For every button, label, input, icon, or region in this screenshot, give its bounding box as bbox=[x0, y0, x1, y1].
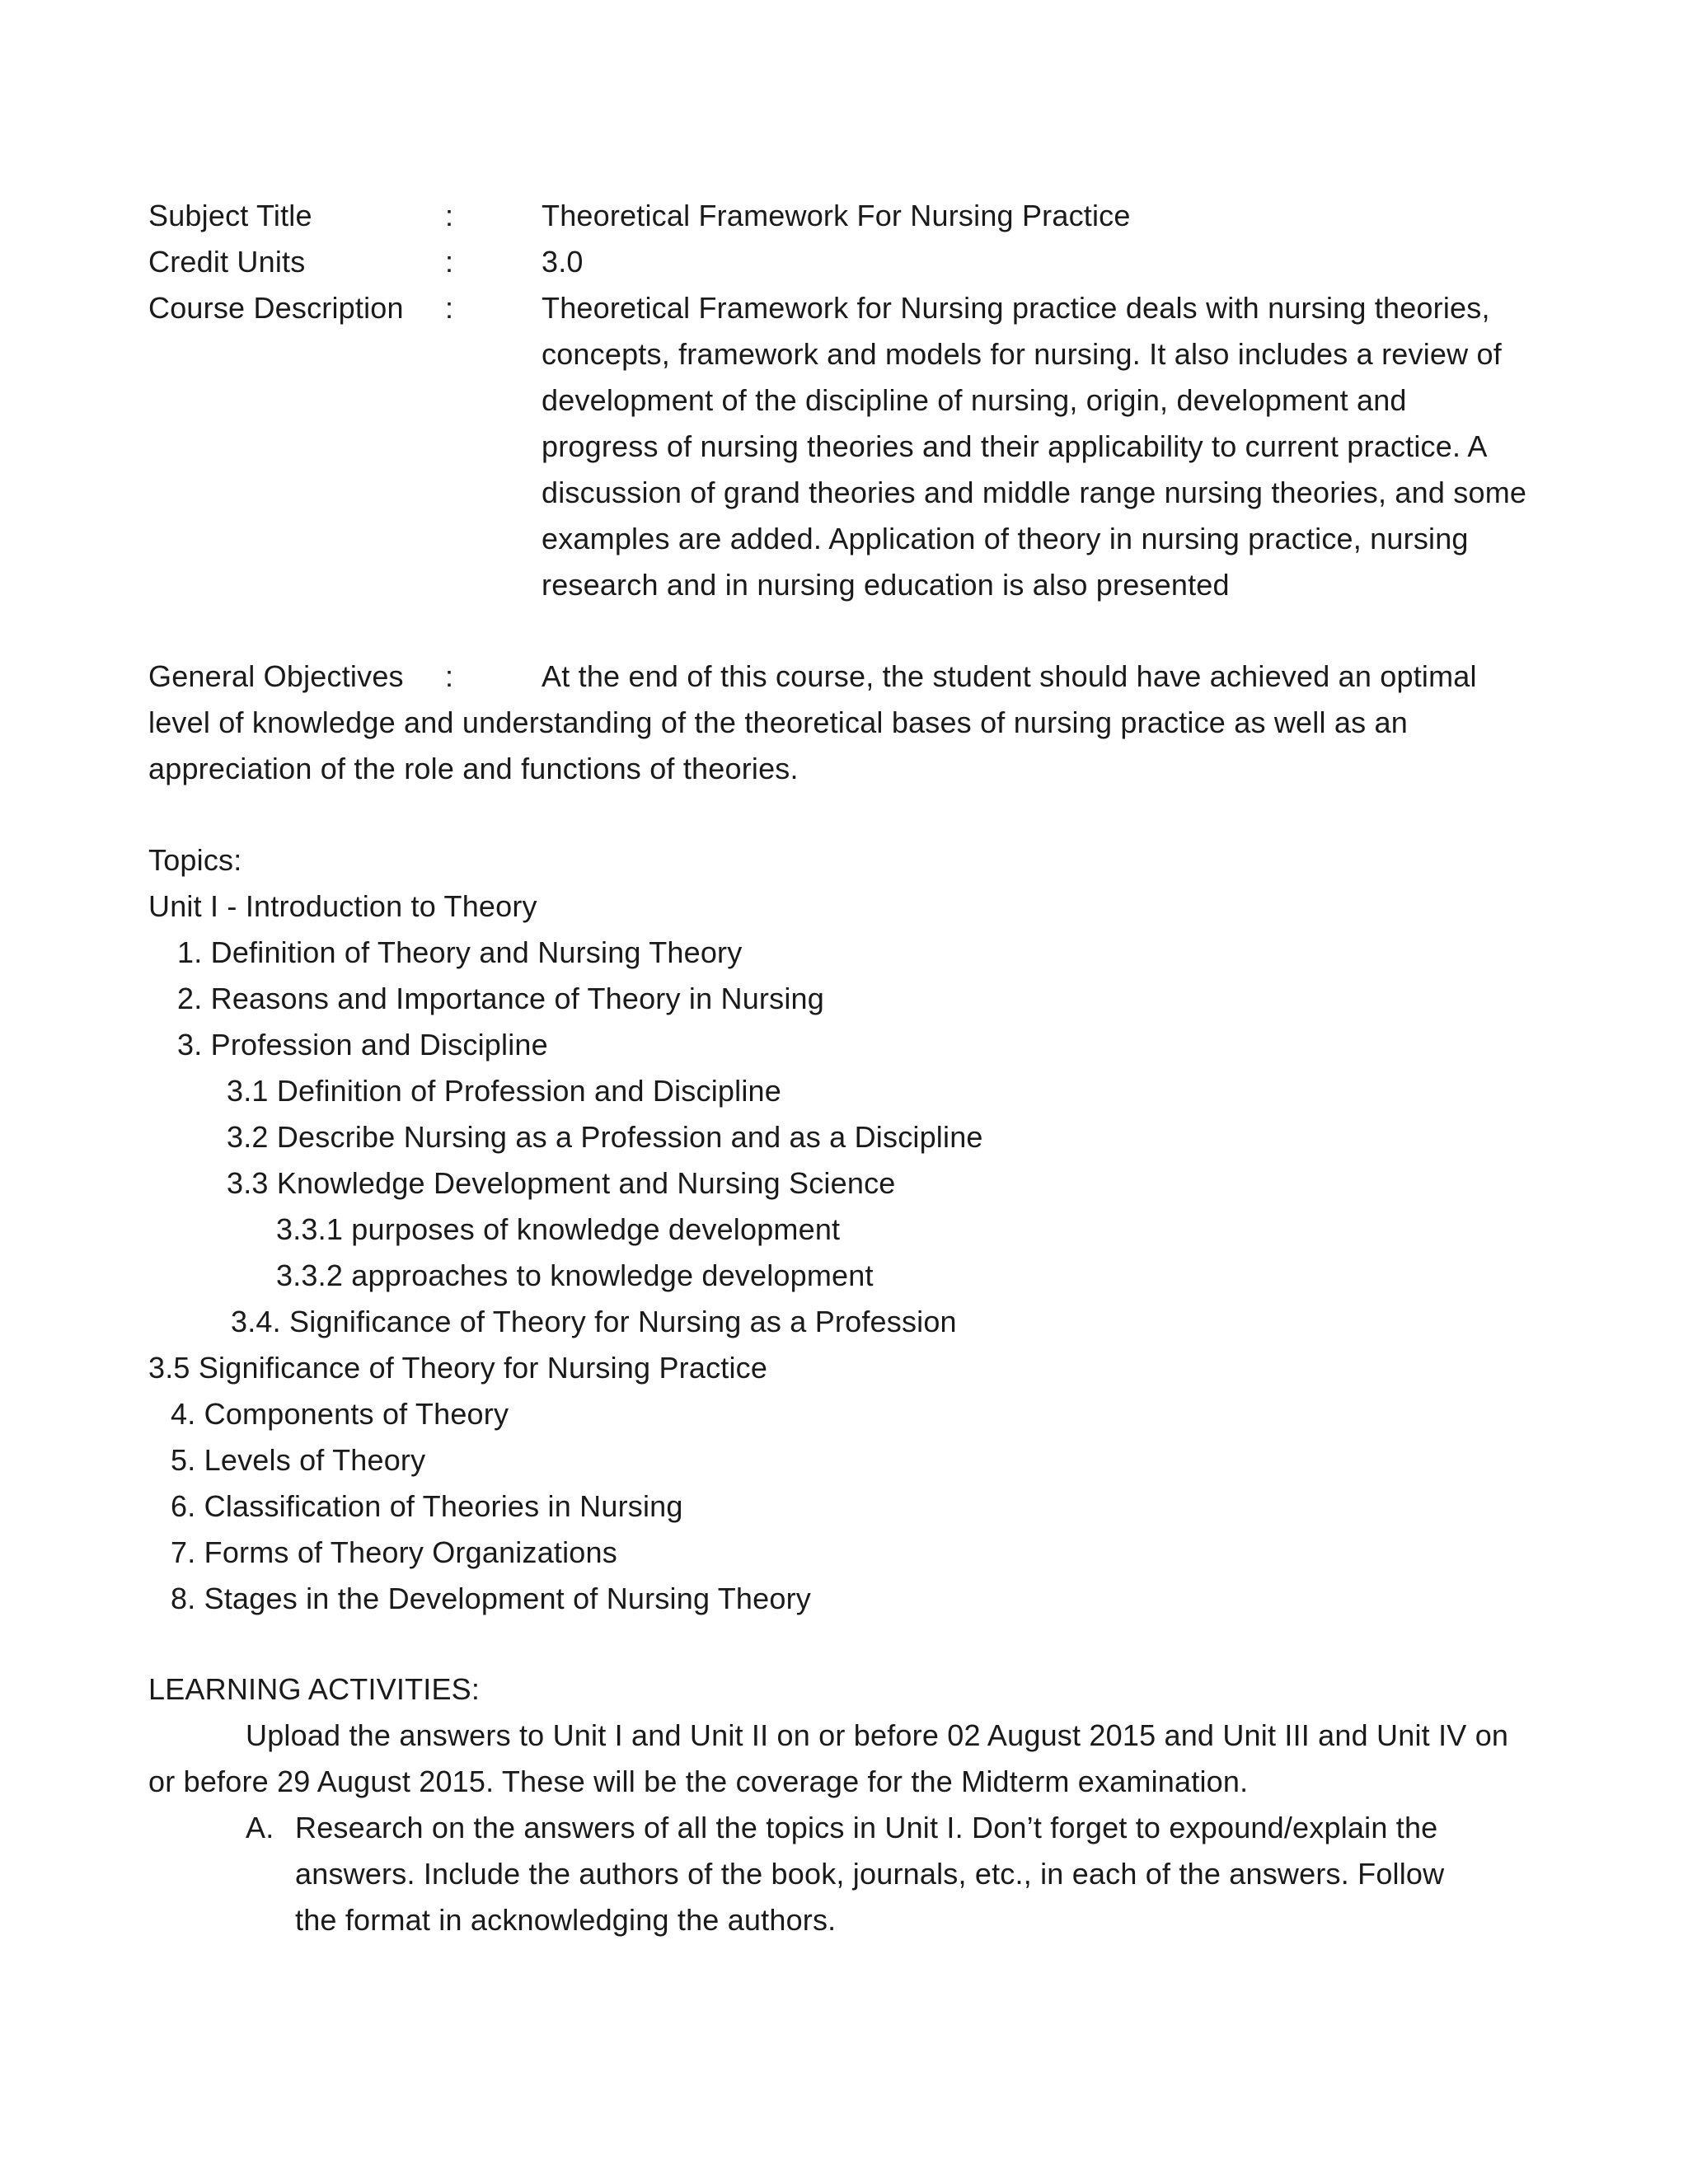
credit-units-value: 3.0 bbox=[542, 245, 584, 279]
subject-title-label: Subject Title bbox=[148, 199, 312, 232]
general-objectives-label: General Objectives bbox=[148, 659, 404, 693]
general-objectives-colon: : bbox=[445, 659, 454, 693]
learning-paragraph-line: or before 29 August 2015. These will be the coverage for the Midterm examination. bbox=[148, 1765, 1249, 1798]
topic-item: 5. Levels of Theory bbox=[171, 1443, 426, 1477]
learning-activities-heading: LEARNING ACTIVITIES: bbox=[148, 1672, 481, 1706]
topic-item: 3. Profession and Discipline bbox=[177, 1028, 548, 1062]
course-description-label: Course Description bbox=[148, 291, 404, 325]
general-objectives-line: At the end of this course, the student should have achieved an optimal bbox=[542, 659, 1477, 693]
course-description-line: discussion of grand theories and middle range nursing theories, and some bbox=[542, 476, 1527, 509]
activity-item-a-line: the format in acknowledging the authors. bbox=[295, 1903, 837, 1937]
subject-title-colon: : bbox=[445, 199, 454, 232]
topic-item: 1. Definition of Theory and Nursing Theory bbox=[177, 935, 743, 969]
topic-item: 6. Classification of Theories in Nursing bbox=[171, 1489, 683, 1523]
learning-paragraph-line: Upload the answers to Unit I and Unit II on or before 02 August 2015 and Unit III and Unit IV on bbox=[246, 1718, 1509, 1752]
topic-subitem: 3.1 Definition of Profession and Discipline bbox=[227, 1074, 781, 1108]
general-objectives-line: level of knowledge and understanding of the theoretical bases of nursing practice as well as an bbox=[148, 705, 1408, 739]
credit-units-label: Credit Units bbox=[148, 245, 306, 279]
course-description-line: concepts, framework and models for nursing. It also includes a review of bbox=[542, 337, 1502, 371]
activity-item-a-marker: A. bbox=[246, 1811, 274, 1844]
topic-item: 8. Stages in the Development of Nursing Theory bbox=[171, 1582, 811, 1615]
topic-subitem: 3.5 Significance of Theory for Nursing Practice bbox=[148, 1351, 768, 1385]
course-description-line: development of the discipline of nursing, origin, development and bbox=[542, 383, 1407, 417]
course-description-line: research and in nursing education is also presented bbox=[542, 568, 1230, 602]
topics-heading: Topics: bbox=[148, 843, 242, 877]
unit-title: Unit I - Introduction to Theory bbox=[148, 889, 537, 923]
topic-subitem: 3.2 Describe Nursing as a Profession and as a Discipline bbox=[227, 1120, 983, 1154]
topic-subsubitem: 3.3.1 purposes of knowledge development bbox=[276, 1212, 841, 1246]
topic-subitem: 3.4. Significance of Theory for Nursing as a Profession bbox=[231, 1305, 957, 1338]
topic-item: 4. Components of Theory bbox=[171, 1397, 509, 1431]
course-description-colon: : bbox=[445, 291, 454, 325]
activity-item-a-line: Research on the answers of all the topics in Unit I. Don’t forget to expound/explain the bbox=[295, 1811, 1438, 1844]
topic-subsubitem: 3.3.2 approaches to knowledge development bbox=[276, 1258, 874, 1292]
general-objectives-line: appreciation of the role and functions of theories. bbox=[148, 752, 799, 785]
course-description-line: progress of nursing theories and their applicability to current practice. A bbox=[542, 429, 1488, 463]
topic-subitem: 3.3 Knowledge Development and Nursing Science bbox=[227, 1166, 896, 1200]
activity-item-a-line: answers. Include the authors of the book, journals, etc., in each of the answers. Follow bbox=[295, 1857, 1445, 1891]
topic-item: 7. Forms of Theory Organizations bbox=[171, 1535, 617, 1569]
credit-units-colon: : bbox=[445, 245, 454, 279]
course-description-line: Theoretical Framework for Nursing practice deals with nursing theories, bbox=[542, 291, 1490, 325]
topic-item: 2. Reasons and Importance of Theory in Nursing bbox=[177, 982, 824, 1015]
subject-title-value: Theoretical Framework For Nursing Practice bbox=[542, 199, 1131, 232]
course-description-line: examples are added. Application of theory in nursing practice, nursing bbox=[542, 522, 1469, 555]
